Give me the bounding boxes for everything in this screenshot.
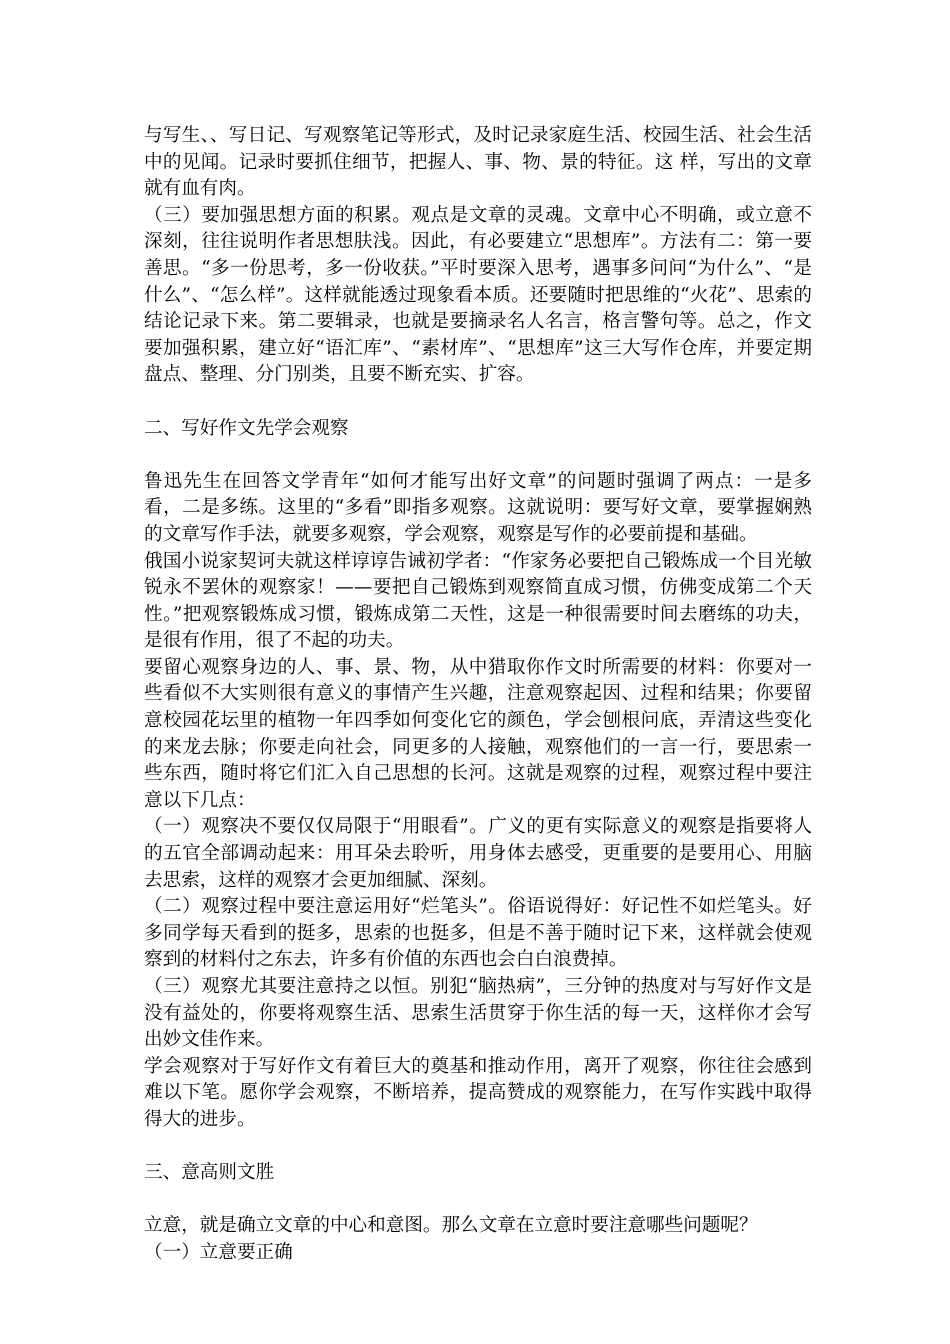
blank-line [144, 1187, 812, 1214]
paragraph-observe-surroundings: 要留心观察身边的人、事、景、物，从中猎取你作文时所需要的材料：你要对一些看似不大实则很有意义的事情产生兴趣，注意观察起因、过程和结果；你要留意校园花坛里的植物一年四季如何变化它的颜色，学会刨根问底，弄清这些变化的来龙去脉；你要走向社会，同更多的人接触，观察他们的一言一行，要思索一些东西，随时将它们汇入自己思想的长河。这就是观察的过程，观察过程中要注意以下几点： [144, 656, 812, 811]
paragraph-point-three: （三）观察尤其要注意持之以恒。别犯“脑热病”，三分钟的热度对与写好作文是没有益处的，你要将观察生活、思索生活贯穿于你生活的每一天，这样你才会写出妙文佳作来。 [144, 976, 812, 1051]
blank-line [144, 389, 812, 416]
blank-line [144, 1134, 812, 1161]
document-body [144, 123, 812, 1267]
paragraph-intent-definition: 立意，就是确立文章的中心和意图。那么文章在立意时要注意哪些问题呢？ [144, 1215, 758, 1237]
paragraph-point-two: （二）观察过程中要注意运用好“烂笔头”。俗语说得好：好记性不如烂笔头。好多同学每天看到的挺多，思索的也挺多，但是不善于随时记下来，这样就会使观察到的材料付之东去，许多有价值的东西也会白白浪费掉。 [144, 896, 812, 971]
paragraph-lu-xun: 鲁迅先生在回答文学青年“如何才能写出好文章”的问题时强调了两点：一是多看，二是多练。这里的“多看”即指多观察。这就说明：要写好文章，要掌握娴熟的文章写作手法，就要多观察，学会观察，观察是写作的必要前提和基础。 [144, 470, 812, 545]
paragraph-observation-summary: 学会观察对于写好作文有着巨大的奠基和推动作用，离开了观察，你往往会感到难以下笔。愿你学会观察，不断培养，提高赞成的观察能力，在写作实践中取得得大的进步。 [144, 1055, 812, 1130]
section-heading-intent: 三、意高则文胜 [144, 1162, 275, 1184]
paragraph-chekhov: 俄国小说家契诃夫就这样谆谆告诫初学者：“作家务必要把自己锻炼成一个目光敏锐永不罢休的观察家！——要把自己锻炼到观察简直成习惯，仿佛变成第二个天性。”把观察锻炼成习惯，锻炼成第二天性，这是一种很需要时间去磨练的功夫，是很有作用，很了不起的功夫。 [144, 550, 812, 652]
paragraph-thought-accumulation: （三）要加强思想方面的积累。观点是文章的灵魂。文章中心不明确，或立意不深刻，往往说明作者思想肤浅。因此，有必要建立“思想库”。方法有二：第一要善思。“多一份思考，多一份收获。”平时要深入思考，遇事多问问“为什么”、“是什么”、“怎么样”。这样就能透过现象看本质。还要随时把思维的“火花”、思索的结论记录下来。第二要辑录，也就是要摘录名人名言，格言警句等。总之，作文要加强积累，建立好“语汇库”、“素材库”、“思想库”这三大写作仓库，并要定期盘点、整理、分门别类，且要不断充实、扩容。 [144, 204, 812, 386]
paragraph-accumulation-observation: 与写生、、写日记、写观察笔记等形式，及时记录家庭生活、校园生活、社会生活中的见闻。记录时要抓住细节，把握人、事、物、景的特征。这 样，写出的文章就有血有肉。 [144, 125, 812, 200]
blank-line [144, 442, 812, 469]
paragraph-point-one: （一）观察决不要仅仅局限于“用眼看”。广义的更有实际意义的观察是指要将人的五官全部调动起来：用耳朵去聆听，用身体去感受，更重要的是要用心、用脑去思索，这样的观察才会更加细腻、深刻。 [144, 816, 812, 891]
section-heading-observation: 二、写好作文先学会观察 [144, 417, 349, 439]
paragraph-intent-point-one: （一）立意要正确 [144, 1241, 293, 1263]
